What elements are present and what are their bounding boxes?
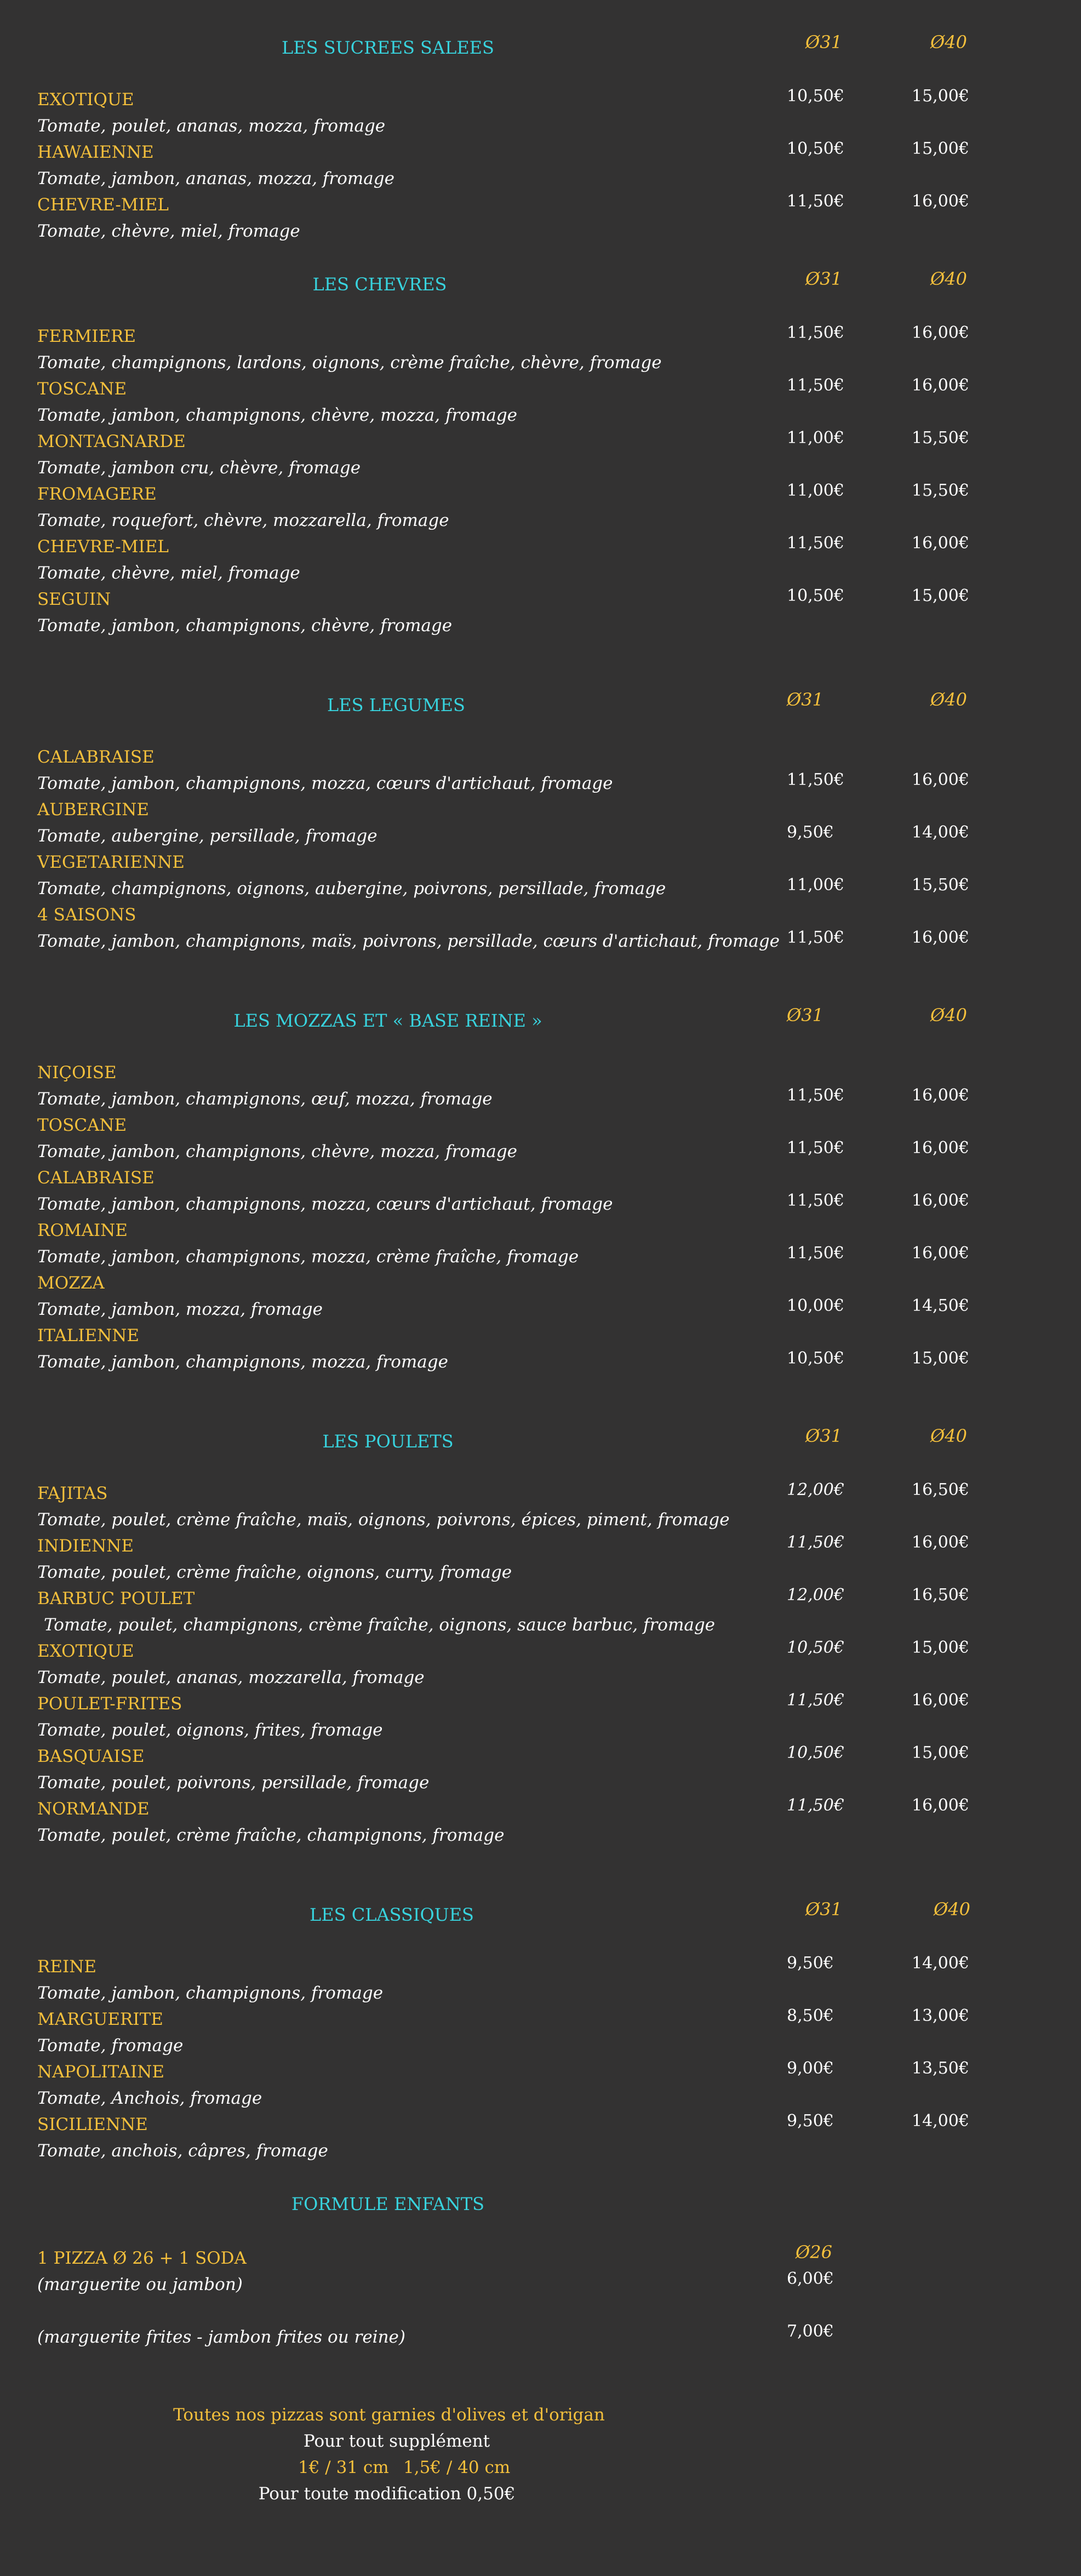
item-price-40: 15,00€ (912, 1743, 969, 1762)
item-price-40: 16,00€ (912, 323, 969, 342)
item-price-31: 11,50€ (787, 534, 844, 553)
section-title-mozzas: LES MOZZAS ET « BASE REINE » (233, 1010, 542, 1031)
item-price-31: 9,50€ (787, 2111, 834, 2131)
item-name: POULET-FRITES (37, 1694, 182, 1714)
item-desc: Tomate, fromage (37, 2036, 184, 2056)
section-title-enfants: FORMULE ENFANTS (291, 2194, 485, 2214)
item-desc: Tomate, Anchois, fromage (37, 2088, 262, 2108)
item-price-40: 16,00€ (912, 1138, 969, 1158)
item-desc: Tomate, jambon, champignons, maïs, poivrons, persillade, cœurs d'artichaut, fromage (37, 931, 780, 951)
item-name: FROMAGERE (37, 484, 157, 504)
item-price-31: 8,50€ (787, 2006, 834, 2025)
size-header-40: Ø40 (930, 1005, 967, 1026)
item-name: EXOTIQUE (37, 1641, 134, 1661)
item-desc: Tomate, jambon, champignons, mozza, cœurs d'artichaut, fromage (37, 1194, 613, 1214)
item-price-31: 10,50€ (787, 139, 844, 158)
item-price-31: 10,50€ (787, 586, 844, 605)
kids-item2-price: 7,00€ (787, 2322, 834, 2341)
item-desc: Tomate, jambon, champignons, mozza, fromage (37, 1352, 448, 1372)
size-header-31: Ø31 (787, 1005, 823, 1026)
item-price-31: 10,50€ (787, 1638, 844, 1657)
kids-item-name: 1 PIZZA Ø 26 + 1 SODA (37, 2248, 247, 2268)
size-header-31: Ø31 (805, 1426, 842, 1446)
item-price-31: 12,00€ (787, 1480, 844, 1499)
size-header-26: Ø26 (796, 2242, 832, 2263)
item-price-31: 10,50€ (787, 87, 844, 106)
item-price-31: 11,50€ (787, 1244, 844, 1263)
section-title-sucrees: LES SUCREES SALEES (282, 37, 494, 58)
item-price-40: 16,00€ (912, 1533, 969, 1552)
item-name: HAWAIENNE (37, 142, 154, 162)
item-price-31: 9,00€ (787, 2059, 834, 2078)
section-title-chevres: LES CHEVRES (312, 274, 447, 295)
item-price-40: 16,00€ (912, 1191, 969, 1210)
item-desc: Tomate, jambon, champignons, fromage (37, 1983, 384, 2003)
item-name: CHEVRE-MIEL (37, 195, 169, 215)
item-desc: Tomate, anchois, câpres, fromage (37, 2141, 328, 2161)
item-price-31: 11,50€ (787, 928, 844, 947)
item-desc: Tomate, jambon cru, chèvre, fromage (37, 458, 361, 478)
item-price-31: 11,50€ (787, 1691, 844, 1710)
item-price-40: 16,50€ (912, 1480, 969, 1499)
size-header-40: Ø40 (934, 1899, 970, 1920)
item-desc: Tomate, poulet, crème fraîche, oignons, curry, fromage (37, 1562, 512, 1582)
item-desc: Tomate, poulet, crème fraîche, champignons, fromage (37, 1825, 505, 1845)
item-name: NAPOLITAINE (37, 2062, 164, 2082)
section-title-poulets: LES POULETS (322, 1431, 454, 1452)
item-desc: Tomate, jambon, champignons, mozza, crème fraîche, fromage (37, 1247, 579, 1267)
item-name: MONTAGNARDE (37, 432, 186, 451)
item-desc: Tomate, jambon, champignons, chèvre, mozza, fromage (37, 1142, 518, 1161)
item-name: SEGUIN (37, 589, 111, 609)
item-price-40: 14,50€ (912, 1296, 969, 1315)
item-name: VEGETARIENNE (37, 852, 185, 872)
item-desc: Tomate, roquefort, chèvre, mozzarella, fromage (37, 511, 449, 530)
item-price-40: 14,00€ (912, 2111, 969, 2131)
footer-supplement-31: 1€ / 31 cm (298, 2458, 389, 2477)
item-name: MOZZA (37, 1273, 105, 1293)
item-price-31: 11,50€ (787, 192, 844, 211)
item-name: BARBUC POULET (37, 1589, 195, 1608)
item-price-31: 10,50€ (787, 1743, 844, 1762)
item-price-31: 10,00€ (787, 1296, 844, 1315)
item-name: AUBERGINE (37, 800, 150, 820)
kids-item-desc: (marguerite ou jambon) (37, 2275, 243, 2294)
footer-supplement-title: Pour tout supplément (303, 2431, 490, 2451)
size-header-31: Ø31 (805, 268, 842, 289)
item-price-31: 11,50€ (787, 323, 844, 342)
item-desc: Tomate, jambon, mozza, fromage (37, 1300, 323, 1319)
item-price-40: 13,50€ (912, 2059, 969, 2078)
item-name: TOSCANE (37, 1115, 127, 1135)
item-desc: Tomate, chèvre, miel, fromage (37, 563, 300, 583)
item-price-40: 15,50€ (912, 428, 969, 448)
item-price-40: 16,00€ (912, 534, 969, 553)
item-name: 4 SAISONS (37, 905, 136, 925)
item-name: TOSCANE (37, 379, 127, 399)
item-price-31: 11,50€ (787, 1796, 844, 1815)
item-price-40: 15,00€ (912, 1638, 969, 1657)
item-desc: Tomate, poulet, champignons, crème fraîche, oignons, sauce barbuc, fromage (44, 1615, 716, 1635)
item-desc: Tomate, poulet, ananas, mozza, fromage (37, 116, 386, 136)
item-price-40: 13,00€ (912, 2006, 969, 2025)
item-desc: Tomate, poulet, ananas, mozzarella, fromage (37, 1668, 425, 1687)
item-name: NIÇOISE (37, 1063, 117, 1083)
item-name: CALABRAISE (37, 747, 155, 767)
item-name: EXOTIQUE (37, 90, 134, 110)
size-header-31: Ø31 (805, 32, 842, 53)
item-price-40: 16,00€ (912, 1796, 969, 1815)
item-desc: Tomate, jambon, champignons, chèvre, mozza, fromage (37, 405, 518, 425)
item-desc: Tomate, champignons, lardons, oignons, crème fraîche, chèvre, fromage (37, 353, 662, 373)
item-name: CALABRAISE (37, 1168, 155, 1188)
kids-item-price: 6,00€ (787, 2269, 834, 2288)
item-price-31: 11,50€ (787, 376, 844, 395)
item-name: SICILIENNE (37, 2115, 148, 2134)
item-price-31: 9,50€ (787, 1954, 834, 1973)
item-desc: Tomate, poulet, oignons, frites, fromage (37, 1720, 383, 1740)
size-header-40: Ø40 (930, 689, 967, 710)
item-name: CHEVRE-MIEL (37, 537, 169, 557)
item-name: ITALIENNE (37, 1326, 139, 1346)
item-price-40: 15,00€ (912, 87, 969, 106)
size-header-40: Ø40 (930, 1426, 967, 1446)
item-desc: Tomate, jambon, ananas, mozza, fromage (37, 169, 394, 188)
item-price-31: 11,50€ (787, 1138, 844, 1158)
item-price-40: 16,00€ (912, 1244, 969, 1263)
size-header-40: Ø40 (930, 32, 967, 53)
item-price-40: 15,00€ (912, 1349, 969, 1368)
item-price-31: 11,50€ (787, 1533, 844, 1552)
item-name: NORMANDE (37, 1799, 150, 1819)
item-price-31: 11,00€ (787, 875, 844, 895)
item-price-40: 15,00€ (912, 586, 969, 605)
item-price-40: 16,50€ (912, 1585, 969, 1605)
item-price-40: 15,50€ (912, 481, 969, 500)
item-price-40: 16,00€ (912, 1691, 969, 1710)
item-name: FAJITAS (37, 1484, 108, 1503)
item-price-31: 11,00€ (787, 428, 844, 448)
footer-olives-note: Toutes nos pizzas sont garnies d'olives et d'origan (173, 2405, 605, 2425)
item-price-40: 16,00€ (912, 376, 969, 395)
item-price-40: 14,00€ (912, 1954, 969, 1973)
item-price-31: 11,50€ (787, 1086, 844, 1105)
item-price-31: 11,50€ (787, 770, 844, 789)
item-name: BASQUAISE (37, 1747, 145, 1766)
item-price-40: 16,00€ (912, 770, 969, 789)
section-title-classiques: LES CLASSIQUES (310, 1904, 474, 1925)
item-desc: Tomate, champignons, oignons, aubergine, poivrons, persillade, fromage (37, 879, 666, 898)
item-price-40: 16,00€ (912, 192, 969, 211)
item-price-31: 9,50€ (787, 823, 834, 842)
item-price-31: 10,50€ (787, 1349, 844, 1368)
footer-supplement-40: 1,5€ / 40 cm (403, 2458, 511, 2477)
item-price-40: 15,00€ (912, 139, 969, 158)
item-desc: Tomate, poulet, poivrons, persillade, fromage (37, 1773, 430, 1793)
item-desc: Tomate, poulet, crème fraîche, maïs, oignons, poivrons, épices, piment, fromage (37, 1510, 730, 1530)
item-price-40: 16,00€ (912, 1086, 969, 1105)
item-price-31: 11,00€ (787, 481, 844, 500)
item-desc: Tomate, jambon, champignons, chèvre, fromage (37, 616, 453, 636)
item-desc: Tomate, jambon, champignons, œuf, mozza, fromage (37, 1089, 493, 1109)
item-name: REINE (37, 1957, 96, 1977)
size-header-40: Ø40 (930, 268, 967, 289)
item-price-31: 12,00€ (787, 1585, 844, 1605)
item-name: INDIENNE (37, 1536, 134, 1556)
item-name: FERMIERE (37, 327, 136, 346)
item-price-40: 14,00€ (912, 823, 969, 842)
item-desc: Tomate, aubergine, persillade, fromage (37, 826, 378, 846)
item-price-40: 15,50€ (912, 875, 969, 895)
item-name: MARGUERITE (37, 2010, 163, 2029)
item-price-40: 16,00€ (912, 928, 969, 947)
item-desc: Tomate, chèvre, miel, fromage (37, 221, 300, 241)
item-desc: Tomate, jambon, champignons, mozza, cœurs d'artichaut, fromage (37, 774, 613, 793)
section-title-legumes: LES LEGUMES (327, 695, 465, 715)
item-name: ROMAINE (37, 1221, 128, 1240)
item-price-31: 11,50€ (787, 1191, 844, 1210)
size-header-31: Ø31 (805, 1899, 842, 1920)
size-header-31: Ø31 (787, 689, 823, 710)
footer-modification-note: Pour toute modification 0,50€ (258, 2484, 516, 2504)
kids-item2-desc: (marguerite frites - jambon frites ou reine) (37, 2327, 405, 2347)
